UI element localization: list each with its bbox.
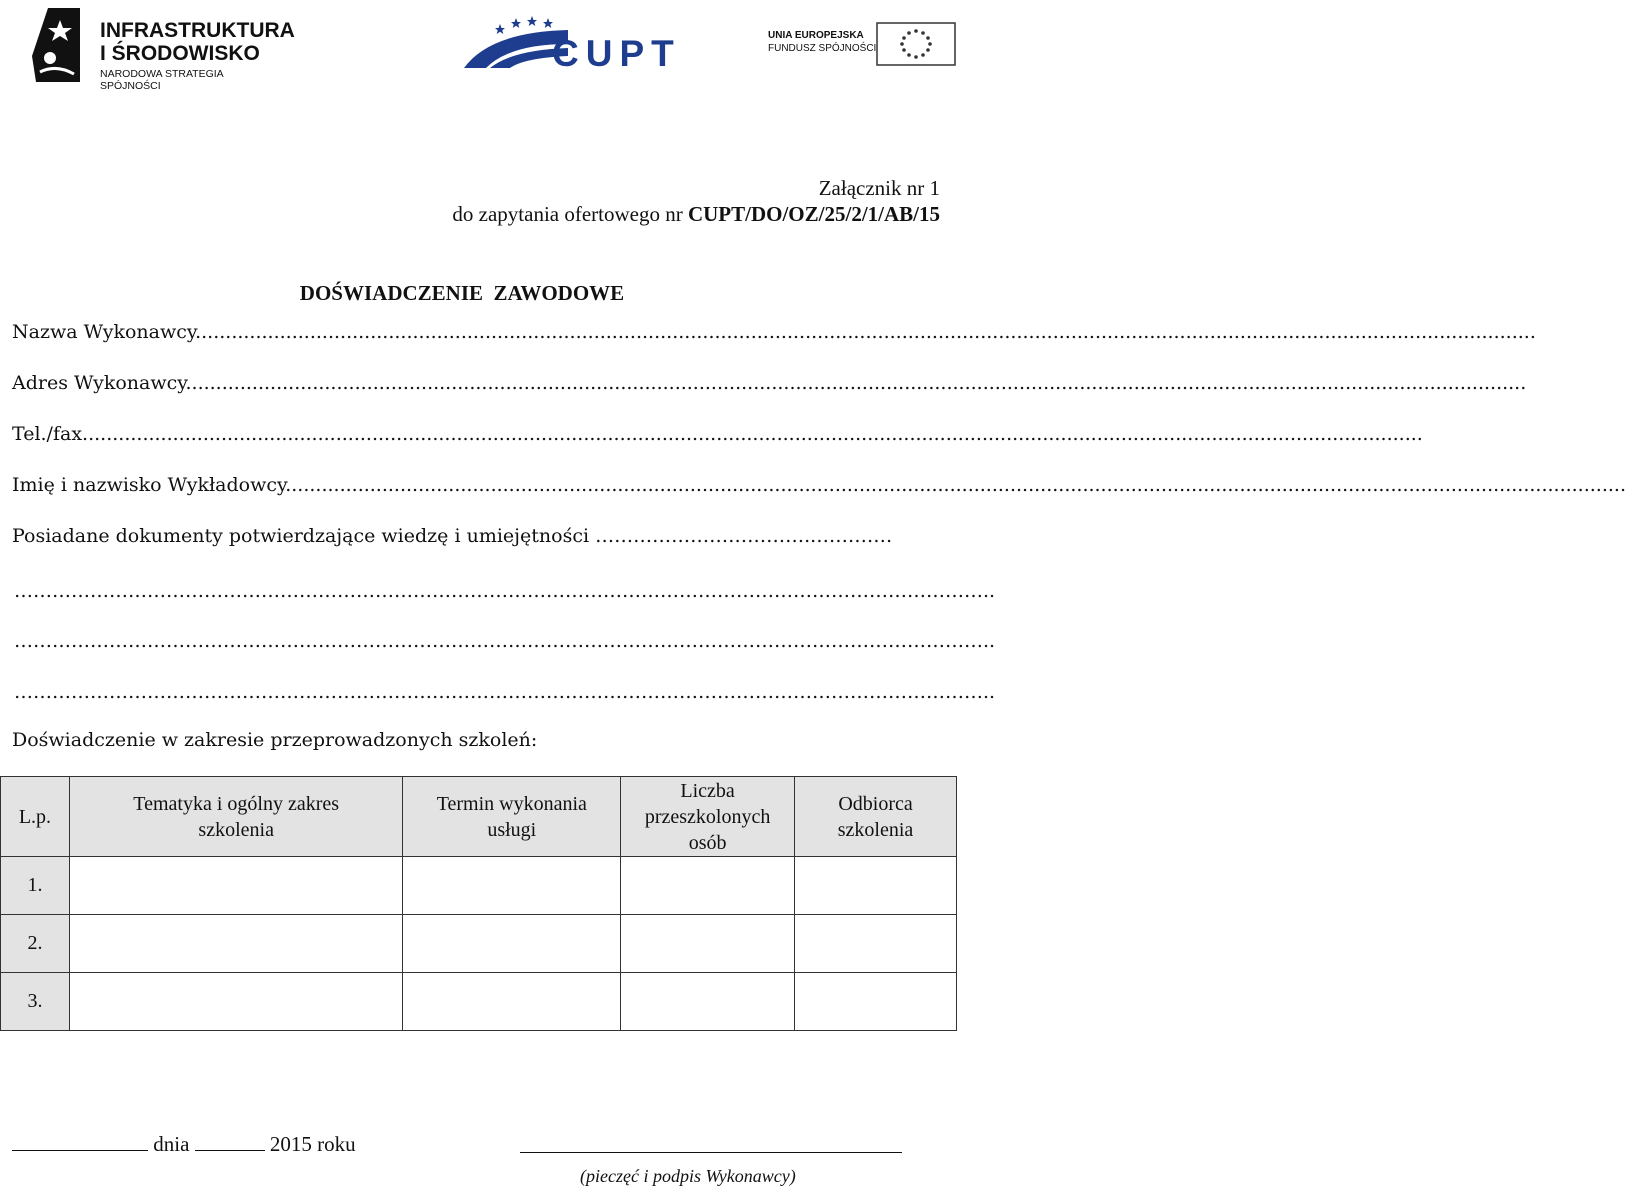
day-blank[interactable] [195, 1130, 265, 1151]
logo-eu-line1: UNIA EUROPEJSKA [768, 30, 864, 41]
cell-liczba[interactable] [621, 857, 795, 915]
cell-odbiorca[interactable] [795, 973, 957, 1031]
logo-cupt-text: CUPT [552, 33, 681, 74]
cell-tematyka[interactable] [69, 857, 403, 915]
request-number: CUPT/DO/OZ/25/2/1/AB/15 [687, 202, 940, 226]
attachment-label: Załącznik nr 1 [818, 176, 940, 200]
cell-liczba[interactable] [621, 973, 795, 1031]
field-dokumenty-line-4[interactable]: ……………………………………………………………………………………………………………………………………….. [14, 681, 996, 703]
cell-odbiorca[interactable] [795, 857, 957, 915]
experience-table [0, 776, 957, 1031]
row-number: 1. [1, 857, 70, 915]
cell-termin[interactable] [403, 857, 621, 915]
logo-eu [768, 22, 958, 68]
header-liczba: Liczba przeszkolonych osób [621, 777, 795, 857]
dnia-label: dnia [153, 1132, 190, 1156]
header-odbiorca: Odbiorca szkolenia [795, 777, 957, 857]
row-number: 2. [1, 915, 70, 973]
header-lp: L.p. [1, 777, 70, 857]
field-nazwa-wykonawcy[interactable]: Nazwa Wykonawcy.............................................................................................................................................................................................................................. [12, 321, 1536, 343]
request-prefix: do zapytania ofertowego nr [452, 202, 688, 226]
date-blank[interactable] [12, 1130, 148, 1151]
logo-left-line2: I ŚRODOWISKO [100, 42, 260, 65]
cell-liczba[interactable] [621, 915, 795, 973]
field-dokumenty-line-3[interactable]: ……………………………………………………………………………………………………………………………………….. [14, 630, 996, 652]
table-row [1, 915, 957, 973]
experience-label: Doświadczenie w zakresie przeprowadzonych szkoleń: [12, 729, 538, 751]
field-dokumenty-line-2[interactable]: ……………………………………………………………………………………………………………………………………….. [14, 580, 996, 602]
field-dokumenty[interactable]: Posiadane dokumenty potwierdzające wiedzę i umiejętności ……………………………..………… [12, 525, 893, 547]
year-label: 2015 roku [269, 1132, 356, 1156]
logo-infrastruktura [30, 6, 295, 92]
field-tel-fax[interactable]: Tel./fax.............................................................................................................................................................................................................................. [12, 423, 1423, 445]
field-label: Posiadane dokumenty potwierdzające wiedzę i umiejętności [12, 525, 590, 547]
header-termin: Termin wykonania usługi [403, 777, 621, 857]
eu-flag-icon [876, 22, 956, 66]
signature-line[interactable] [520, 1152, 902, 1153]
field-adres-wykonawcy[interactable]: Adres Wykonawcy.............................................................................................................................................................................................................................. [12, 372, 1527, 394]
cell-termin[interactable] [403, 973, 621, 1031]
field-wykladowca[interactable]: Imię i nazwisko Wykładowcy.............................................................................................................................................................................................................................. [12, 474, 1626, 496]
footer-date-line [12, 1130, 356, 1157]
logo-cupt [460, 10, 681, 75]
header-tematyka: Tematyka i ogólny zakres szkolenia [69, 777, 403, 857]
logo-mark-icon [30, 6, 92, 84]
cell-tematyka[interactable] [69, 915, 403, 973]
row-number: 3. [1, 973, 70, 1031]
request-line [452, 202, 940, 227]
table-row [1, 973, 957, 1031]
cell-odbiorca[interactable] [795, 915, 957, 973]
cell-termin[interactable] [403, 915, 621, 973]
field-label: Imię i nazwisko Wykładowcy [12, 474, 286, 496]
cell-tematyka[interactable] [69, 973, 403, 1031]
logo-left-line1: INFRASTRUKTURA [100, 19, 295, 42]
field-label: Adres Wykonawcy [12, 372, 186, 394]
logo-eu-line2: FUNDUSZ SPÓJNOŚCI [768, 43, 877, 54]
table-header-row [1, 777, 957, 857]
logo-left-line3: NARODOWA STRATEGIA SPÓJNOŚCI [100, 68, 224, 92]
document-title: DOŚWIADCZENIE ZAWODOWE [299, 281, 625, 305]
table-row [1, 857, 957, 915]
signature-caption: (pieczęć i podpis Wykonawcy) [580, 1166, 796, 1186]
field-label: Tel./fax [12, 423, 83, 445]
field-label: Nazwa Wykonawcy [12, 321, 196, 343]
